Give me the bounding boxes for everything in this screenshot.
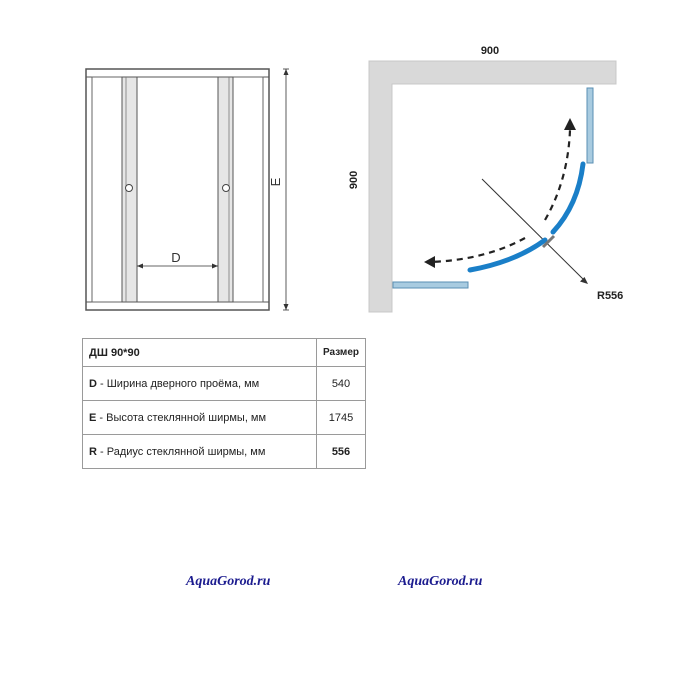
row-desc: - Ширина дверного проёма, мм	[96, 377, 260, 390]
table-row	[83, 435, 366, 469]
dim-e-arrow-top	[284, 69, 289, 75]
right-swing-arrowhead	[564, 118, 576, 130]
size-header: Размер	[317, 339, 366, 367]
right-fixed-panel	[587, 88, 593, 163]
spec-table-header-row	[83, 339, 366, 367]
spec-table	[82, 338, 366, 469]
bottom-fixed-panel	[393, 282, 468, 288]
watermark-left: AquaGorod.ru	[186, 574, 271, 589]
dim-d-arrow-right	[212, 264, 218, 269]
row-key: E	[89, 411, 97, 424]
model-name: ДШ 90*90	[83, 339, 317, 367]
left-handle	[126, 185, 133, 192]
top-view-drawing	[340, 40, 660, 330]
row-desc: - Высота стеклянной ширмы, мм	[96, 411, 267, 424]
dim-e-label: E	[268, 177, 283, 187]
width-label: 900	[480, 45, 500, 57]
row-value: 556	[317, 435, 366, 469]
row-desc: - Радиус стеклянной ширмы, мм	[96, 445, 266, 458]
row-label	[83, 401, 317, 435]
table-row	[83, 401, 366, 435]
left-swing-arrowhead	[424, 256, 435, 268]
dim-d-label: D	[171, 250, 181, 265]
radius-label: R556	[597, 290, 624, 302]
dim-d-arrow-left	[137, 264, 143, 269]
top-rail	[86, 69, 269, 77]
row-label	[83, 367, 317, 401]
right-side-panel	[233, 77, 263, 302]
row-value: 1745	[317, 401, 366, 435]
row-label	[83, 435, 317, 469]
right-swing-path	[545, 130, 570, 220]
table-row	[83, 367, 366, 401]
bottom-rail	[86, 302, 269, 310]
watermark-right: AquaGorod.ru	[398, 574, 483, 589]
row-key: R	[89, 445, 97, 458]
right-handle	[223, 185, 230, 192]
left-side-panel	[92, 77, 122, 302]
row-key: D	[89, 377, 97, 390]
frame-outline	[86, 69, 269, 310]
radius-arrow	[580, 277, 588, 284]
row-value: 540	[317, 367, 366, 401]
right-curved-door	[553, 164, 583, 232]
depth-label: 900	[348, 170, 360, 190]
dim-e-arrow-bottom	[284, 304, 289, 310]
front-view-drawing	[0, 0, 330, 330]
